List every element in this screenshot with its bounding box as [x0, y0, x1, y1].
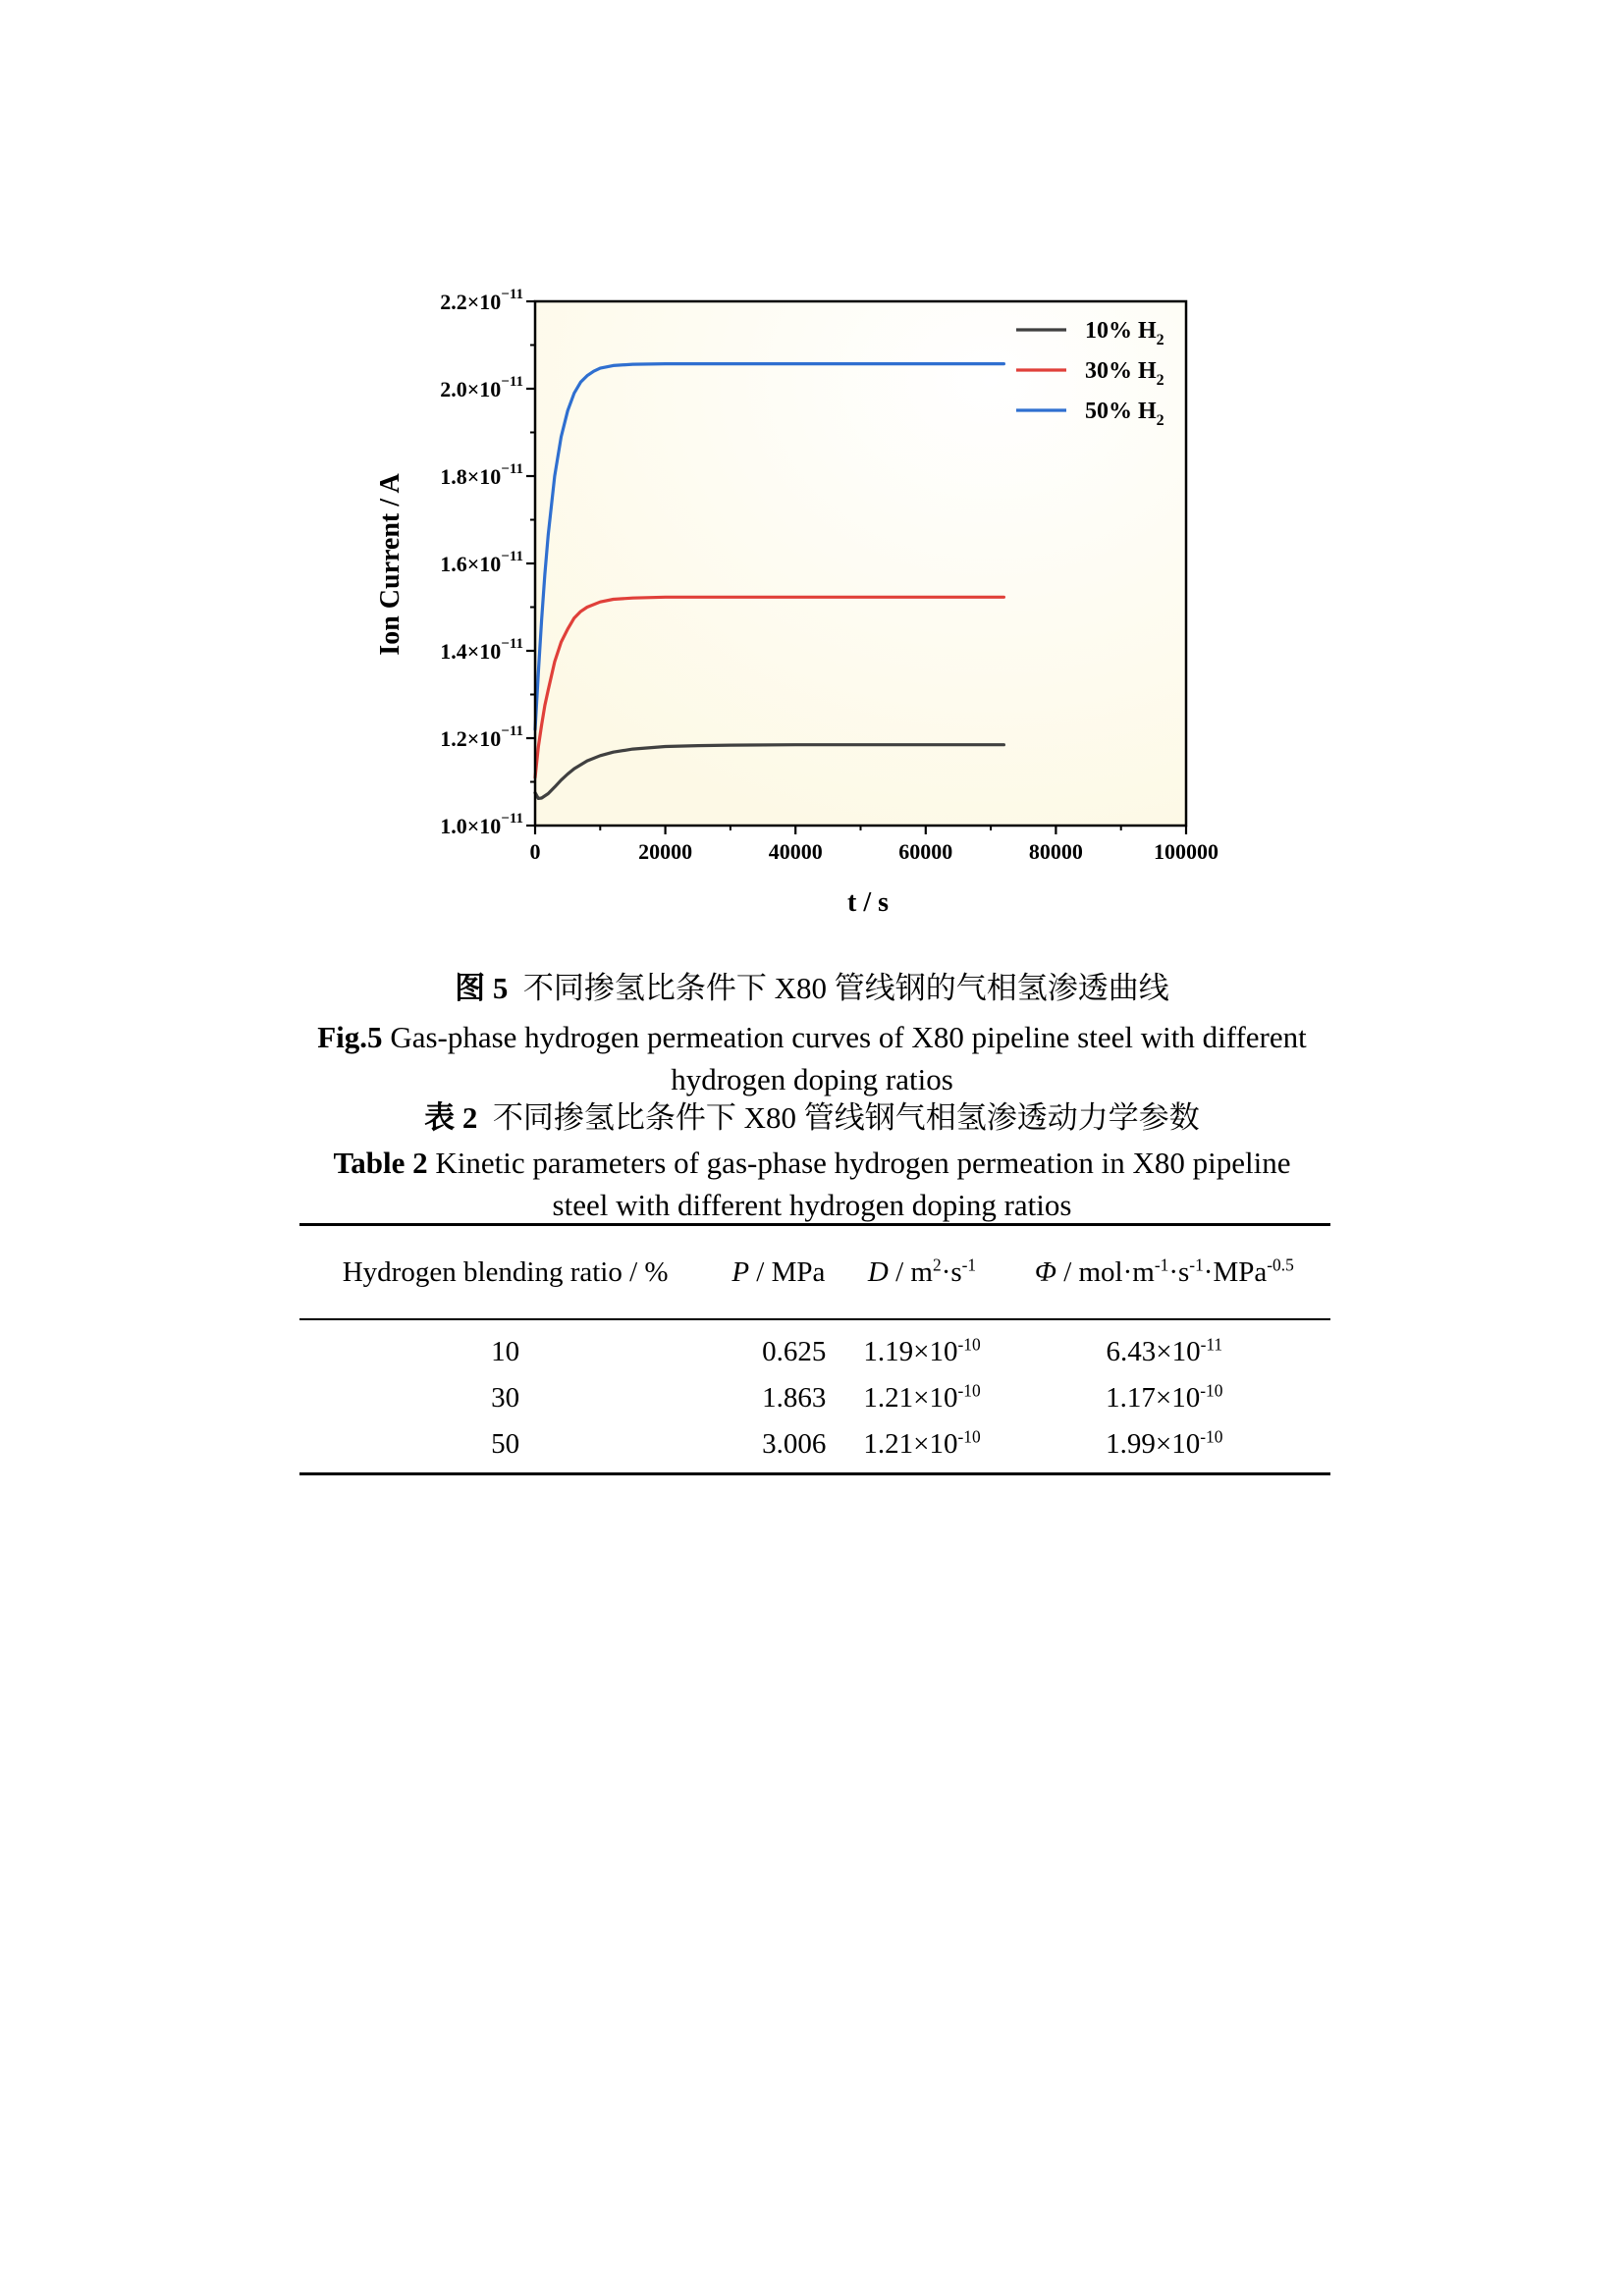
- x-tick-label: 80000: [1028, 839, 1083, 864]
- cell-diffusion: $1.21\times 10^{-10}$: [863, 1426, 981, 1460]
- table-caption-cn-label: 表 2: [424, 1100, 478, 1135]
- cell-ratio: 50: [491, 1428, 520, 1460]
- table-caption-en-label: Table 2: [333, 1146, 428, 1180]
- y-tick-label: $1.8\times 10^{-11}$: [440, 461, 523, 489]
- legend-label-3: 50% $H_2$: [1085, 399, 1164, 429]
- y-tick-label: $2.0\times 10^{-11}$: [440, 374, 523, 401]
- figure-caption-en-label: Fig.5: [317, 1020, 383, 1054]
- table-row: [299, 1421, 1330, 1474]
- cell-ratio: 30: [491, 1382, 520, 1414]
- cell-ratio: 10: [491, 1336, 520, 1367]
- header-permeability: $\Phi / mol\cdot m^{-1}\cdot s^{-1}\cdot MPa^{-0.5}$: [1034, 1254, 1294, 1288]
- y-tick-label: $1.6\times 10^{-11}$: [440, 549, 523, 576]
- cell-diffusion: $1.19\times 10^{-10}$: [863, 1334, 981, 1367]
- figure-caption-cn-label: 图 5: [455, 971, 509, 1005]
- x-tick-label: 100000: [1154, 839, 1218, 864]
- x-tick-label: 20000: [638, 839, 693, 864]
- figure-caption-cn: [196, 967, 1428, 1009]
- permeation-chart: [363, 275, 1247, 923]
- legend-label-2: 30% $H_2$: [1085, 358, 1164, 389]
- cell-pressure: 3.006: [762, 1428, 827, 1460]
- legend-label-1: 10% $H_2$: [1085, 318, 1164, 348]
- header-diffusion: $D / m^2\cdot s^{-1}$: [867, 1254, 977, 1288]
- figure-caption-en: [295, 1016, 1329, 1100]
- cell-pressure: 1.863: [762, 1382, 827, 1414]
- y-axis-label: Ion Current / A: [375, 473, 406, 656]
- table-caption-en: [314, 1142, 1310, 1226]
- cell-permeability: $6.43\times 10^{-11}$: [1106, 1334, 1223, 1367]
- table-caption-en-text: Kinetic parameters of gas-phase hydrogen permeation in X80 pipeline steel with different hydrogen doping ratios: [435, 1146, 1291, 1222]
- table-caption-cn: [196, 1096, 1428, 1139]
- y-tick-label: $1.4\times 10^{-11}$: [440, 636, 523, 664]
- table-row: [299, 1375, 1330, 1421]
- x-tick-label: 0: [529, 839, 541, 864]
- cell-diffusion: $1.21\times 10^{-10}$: [863, 1380, 981, 1414]
- figure-caption-en-text: Gas-phase hydrogen permeation curves of X80 pipeline steel with different hydrogen doping ratios: [390, 1020, 1307, 1096]
- figure-caption-cn-text: 不同掺氢比条件下 X80 管线钢的气相氢渗透曲线: [522, 971, 1169, 1005]
- x-axis-label: t / s: [847, 887, 889, 918]
- y-tick-label: $1.2\times 10^{-11}$: [440, 723, 523, 751]
- kinetic-parameters-table: [299, 1223, 1330, 1475]
- cell-permeability: $1.99\times 10^{-10}$: [1106, 1426, 1223, 1460]
- header-hydrogen-ratio: Hydrogen blending ratio / %: [342, 1255, 669, 1288]
- y-tick-label: $2.2\times 10^{-11}$: [440, 287, 523, 314]
- y-tick-label: $1.0\times 10^{-11}$: [440, 811, 523, 838]
- table-row: [299, 1319, 1330, 1375]
- cell-pressure: 0.625: [762, 1336, 827, 1367]
- cell-permeability: $1.17\times 10^{-10}$: [1106, 1380, 1223, 1414]
- table-caption-cn-text: 不同掺氢比条件下 X80 管线钢气相氢渗透动力学参数: [492, 1100, 1200, 1135]
- table-header-row: [299, 1225, 1330, 1320]
- x-tick-label: 60000: [898, 839, 953, 864]
- x-tick-label: 40000: [768, 839, 823, 864]
- header-pressure: P / MPa: [731, 1255, 826, 1288]
